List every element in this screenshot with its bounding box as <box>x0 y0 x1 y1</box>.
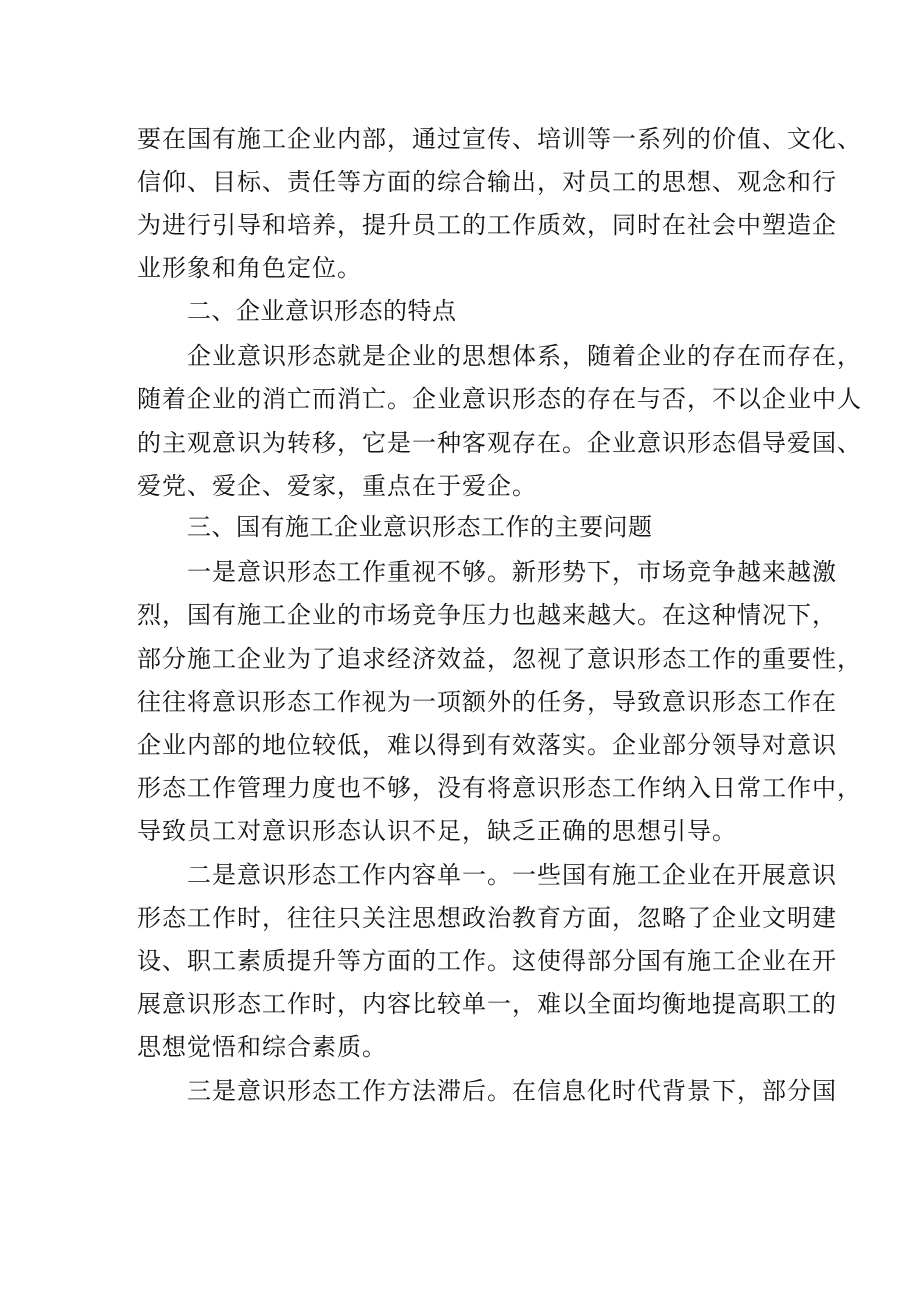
paragraph-line: 的主观意识为转移，它是一种客观存在。企业意识形态倡导爱国、 <box>137 429 862 457</box>
paragraph-line: 一是意识形态工作重视不够。新形势下，市场竞争越来越激 <box>187 558 837 586</box>
paragraph-line: 二是意识形态工作内容单一。一些国有施工企业在开展意识 <box>187 861 837 889</box>
paragraph-line: 烈，国有施工企业的市场竞争压力也越来越大。在这种情况下， <box>137 601 837 629</box>
paragraph-line: 导致员工对意识形态认识不足，缺乏正确的思想引导。 <box>137 817 737 845</box>
paragraph-line: 往往将意识形态工作视为一项额外的任务，导致意识形态工作在 <box>137 688 837 716</box>
paragraph-line: 部分施工企业为了追求经济效益，忽视了意识形态工作的重要性， <box>137 645 862 673</box>
paragraph-line: 设、职工素质提升等方面的工作。这使得部分国有施工企业在开 <box>137 947 837 975</box>
intro-line: 信仰、目标、责任等方面的综合输出，对员工的思想、观念和行 <box>137 168 837 196</box>
paragraph-line: 企业意识形态就是企业的思想体系，随着企业的存在而存在， <box>187 342 862 370</box>
paragraph-line: 思想觉悟和综合素质。 <box>137 1033 387 1061</box>
paragraph-line: 三是意识形态工作方法滞后。在信息化时代背景下，部分国 <box>187 1077 837 1105</box>
intro-line: 业形象和角色定位。 <box>137 254 362 282</box>
paragraph-line: 随着企业的消亡而消亡。企业意识形态的存在与否，不以企业中人 <box>137 385 862 413</box>
intro-line: 要在国有施工企业内部，通过宣传、培训等一系列的价值、文化、 <box>137 125 862 153</box>
section-heading: 二、企业意识形态的特点 <box>187 297 457 325</box>
paragraph-line: 展意识形态工作时，内容比较单一，难以全面均衡地提高职工的 <box>137 990 837 1018</box>
intro-line: 为进行引导和培养，提升员工的工作质效，同时在社会中塑造企 <box>137 211 837 239</box>
paragraph-line: 形态工作管理力度也不够，没有将意识形态工作纳入日常工作中， <box>137 774 862 802</box>
section-heading: 三、国有施工企业意识形态工作的主要问题 <box>187 513 653 541</box>
paragraph-line: 爱党、爱企、爱家，重点在于爱企。 <box>137 472 537 500</box>
paragraph-line: 企业内部的地位较低，难以得到有效落实。企业部分领导对意识 <box>137 731 837 759</box>
paragraph-line: 形态工作时，往往只关注思想政治教育方面，忽略了企业文明建 <box>137 904 837 932</box>
